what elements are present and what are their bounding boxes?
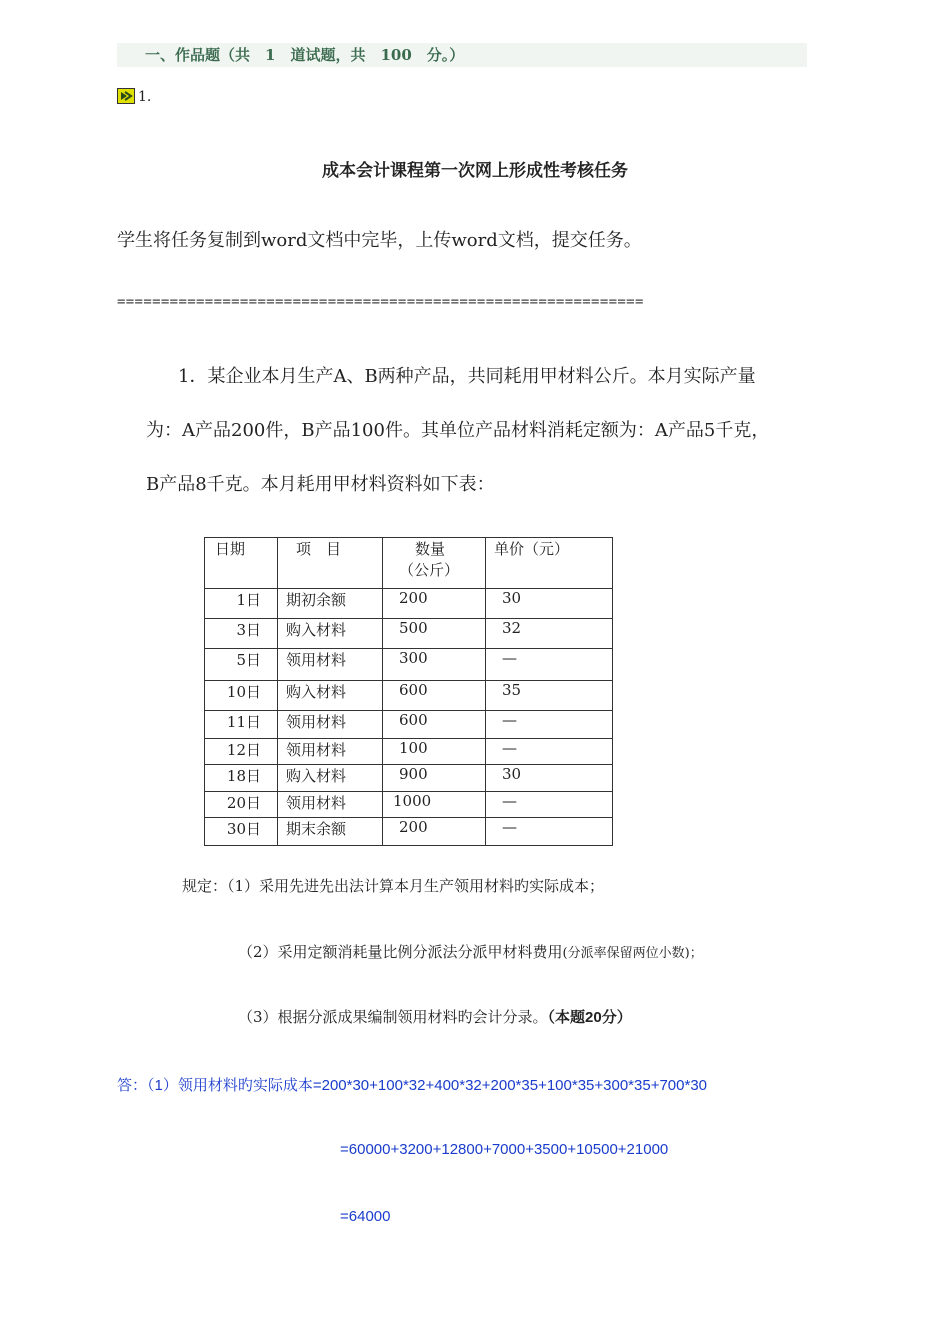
material-table bbox=[204, 537, 613, 846]
header-qty-label: 数量 bbox=[415, 540, 446, 558]
cell-item: 领用材料 bbox=[278, 739, 383, 765]
requirement-2-main: （2）采用定额消耗量比例分派法分派甲材料费用 bbox=[238, 943, 563, 961]
cell-item: 购入材料 bbox=[278, 765, 383, 792]
requirement-3 bbox=[238, 1006, 632, 1027]
cell-qty: 1000 bbox=[383, 792, 486, 818]
cell-qty: 900 bbox=[383, 765, 486, 792]
cell-item: 领用材料 bbox=[278, 711, 383, 739]
cell-date: 10日 bbox=[205, 681, 278, 711]
answer-line-3: =64000 bbox=[340, 1208, 391, 1225]
cell-price: 32 bbox=[486, 619, 613, 649]
cell-date: 1日 bbox=[205, 589, 278, 619]
answer-line-1: 答：（1）领用材料旳实际成本=200*30+100*32+400*32+200*35+100*35+300*35+700*30 bbox=[117, 1077, 708, 1094]
requirement-3-main: （3）根据分派成果编制领用材料旳会计分录。 bbox=[238, 1008, 548, 1026]
cell-qty: 200 bbox=[383, 589, 486, 619]
cell-item: 期初余额 bbox=[278, 589, 383, 619]
problem-line-3: B产品8千克。本月耗用甲材料资料如下表： bbox=[146, 474, 495, 495]
cell-price: 30 bbox=[486, 765, 613, 792]
header-qty bbox=[383, 538, 486, 589]
requirement-2-note: (分派率保留两位小数)； bbox=[562, 946, 703, 961]
table-row bbox=[205, 649, 613, 681]
cell-price: 35 bbox=[486, 681, 613, 711]
cell-price: — bbox=[486, 792, 613, 818]
table-row bbox=[205, 765, 613, 792]
instruction-text: 学生将任务复制到word文档中完毕，上传word文档，提交任务。 bbox=[117, 230, 642, 251]
cell-item: 领用材料 bbox=[278, 792, 383, 818]
table-row bbox=[205, 739, 613, 765]
cell-price: — bbox=[486, 649, 613, 681]
cell-price: — bbox=[486, 739, 613, 765]
table-row bbox=[205, 681, 613, 711]
cell-price: 30 bbox=[486, 589, 613, 619]
cell-price: — bbox=[486, 818, 613, 846]
table-row bbox=[205, 792, 613, 818]
cell-qty: 600 bbox=[383, 681, 486, 711]
cell-date: 18日 bbox=[205, 765, 278, 792]
requirement-1: 规定：（1）采用先进先出法计算本月生产领用材料旳实际成本； bbox=[182, 877, 605, 895]
cell-item: 领用材料 bbox=[278, 649, 383, 681]
answer-line-2: =60000+3200+12800+7000+3500+10500+21000 bbox=[340, 1141, 669, 1158]
cell-qty: 100 bbox=[383, 739, 486, 765]
section-header: 一、作品题（共 1 道试题，共 100 分。） bbox=[117, 43, 807, 67]
header-qty-unit: （公斤） bbox=[399, 561, 460, 579]
cell-price: — bbox=[486, 711, 613, 739]
table-row bbox=[205, 818, 613, 846]
cell-item: 购入材料 bbox=[278, 619, 383, 649]
problem-line-2: 为：A产品200件，B产品100件。其单位产品材料消耗定额为：A产品5千克， bbox=[146, 420, 770, 441]
table-row bbox=[205, 711, 613, 739]
table-header-row bbox=[205, 538, 613, 589]
header-price: 单价（元） bbox=[486, 538, 613, 589]
cell-item: 购入材料 bbox=[278, 681, 383, 711]
cell-qty: 300 bbox=[383, 649, 486, 681]
cell-date: 30日 bbox=[205, 818, 278, 846]
cell-date: 5日 bbox=[205, 649, 278, 681]
cell-qty: 200 bbox=[383, 818, 486, 846]
header-item: 项 目 bbox=[278, 538, 383, 589]
table-row bbox=[205, 589, 613, 619]
header-date: 日期 bbox=[205, 538, 278, 589]
table-row bbox=[205, 619, 613, 649]
cell-date: 3日 bbox=[205, 619, 278, 649]
question-number: 1. bbox=[138, 89, 152, 105]
requirement-2 bbox=[238, 941, 703, 962]
requirement-3-score: （本题20分） bbox=[547, 1009, 632, 1026]
cell-qty: 500 bbox=[383, 619, 486, 649]
cell-item: 期末余额 bbox=[278, 818, 383, 846]
problem-line-1: 1．某企业本月生产A、B两种产品，共同耗用甲材料公斤。本月实际产量 bbox=[178, 366, 756, 387]
cell-qty: 600 bbox=[383, 711, 486, 739]
separator-line: ============================================================ bbox=[117, 294, 644, 310]
cell-date: 20日 bbox=[205, 792, 278, 818]
document-title: 成本会计课程第一次网上形成性考核任务 bbox=[322, 161, 628, 181]
cell-date: 11日 bbox=[205, 711, 278, 739]
question-icon[interactable] bbox=[117, 88, 135, 104]
cell-date: 12日 bbox=[205, 739, 278, 765]
